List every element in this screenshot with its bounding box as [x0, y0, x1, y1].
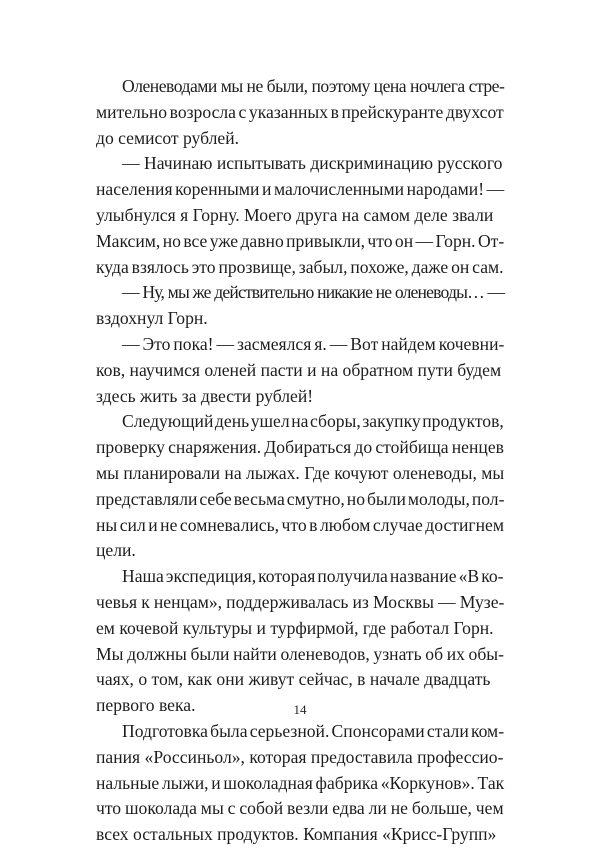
- text-line: чаях, о том, как они живут сейчас, в начале двадцать: [96, 669, 491, 690]
- text-line: вздохнул Горн.: [96, 308, 208, 329]
- text-line: куда взялось это прозвище, забыл, похоже, даже он сам.: [96, 256, 504, 277]
- text-line: что шоколада мы с собой везли едва ли не больше, чем: [96, 798, 504, 819]
- text-line: мительно возросла с указанных в прейскуранте двухсот: [96, 101, 504, 122]
- page-number: 14: [293, 702, 307, 717]
- text-line: ем кочевой культуры и турфирмой, где работал Горн.: [96, 617, 494, 638]
- text-line: Мы должны были найти оленеводов, узнать об их обы-: [96, 643, 504, 664]
- text-line: Подготовка была серьезной. Спонсорами стали ком-: [122, 720, 505, 741]
- text-line: до семисот рублей.: [96, 127, 240, 148]
- text-line: нальные лыжи, и шоколадная фабрика «Коркунов». Так: [96, 772, 505, 793]
- body-text: [96, 74, 504, 848]
- text-line: пания «Россиньол», которая предоставила профессио-: [96, 746, 504, 767]
- text-line: мы планировали на лыжах. Где кочуют оленеводы, мы: [96, 462, 505, 483]
- text-line: первого века.: [96, 695, 196, 716]
- text-line: ны сил и не сомневались, что в любом случае достигнем: [96, 514, 504, 535]
- text-line: Максим, но все уже давно привыкли, что он — Горн. От-: [96, 230, 505, 251]
- text-line: ков, научимся оленей пасти и на обратном пути будем: [96, 359, 502, 380]
- text-line: здесь жить за двести рублей!: [96, 385, 314, 406]
- text-line: — Начинаю испытывать дискриминацию русского: [122, 153, 503, 174]
- text-line: — Ну, мы же действительно никакие не оленеводы… —: [122, 282, 505, 303]
- text-line: Наша экспедиция, которая получила название «В ко-: [122, 566, 504, 587]
- text-line: — Это пока! — засмеялся я. — Вот найдем кочевни-: [122, 333, 505, 354]
- text-line: всех остальных продуктов. Компания «Крисс-Групп»: [96, 824, 497, 845]
- text-line: улыбнулся я Горну. Моего друга на самом деле звали: [96, 204, 494, 225]
- text-line: чевья к ненцам», поддерживалась из Москвы — Музе-: [96, 591, 505, 612]
- text-line: Оленеводами мы не были, поэтому цена ночлега стре-: [122, 76, 505, 96]
- text-line: проверку снаряжения. Добираться до стойбища ненцев: [96, 437, 504, 458]
- text-line: представляли себе весьма смутно, но были молоды, пол-: [96, 488, 505, 509]
- text-line: населения коренными и малочисленными народами! —: [96, 179, 505, 200]
- text-line: цели.: [96, 540, 136, 561]
- text-line: Следующий день ушел на сборы, закупку продуктов,: [122, 411, 504, 432]
